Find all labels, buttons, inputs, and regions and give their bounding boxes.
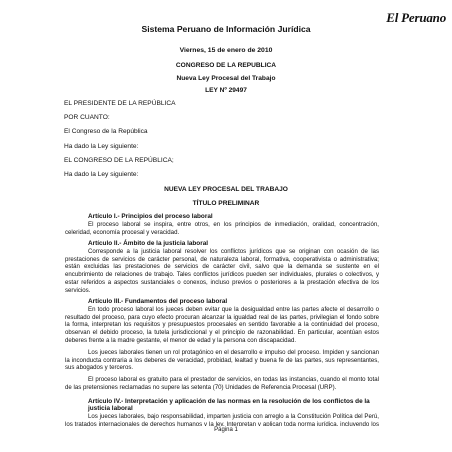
article-4-paragraph: Los jueces laborales, bajo responsabilidad, imparten justicia con arreglo a la Constitución Política del Perú, los tratados internacionales de derechos humanos y la ley. Interpretan y aplican toda norma jurídica, incluyendo los — [65, 413, 379, 426]
article-3-paragraph-3: El proceso laboral es gratuito para el prestador de servicios, en todas las instancias, cuando el monto total de las pretensiones reclamadas no supere las setenta (70) Unidades de Referencia Procesal (URP). — [65, 376, 379, 391]
preamble-congress: El Congreso de la República — [64, 128, 148, 135]
preliminary-title: TÍTULO PRELIMINAR — [192, 200, 260, 207]
article-1-paragraph: El proceso laboral se inspira, entre otros, en los principios de inmediación, oralidad, concentración, celeridad, economía procesal y veracidad. — [65, 221, 379, 236]
issuer-heading: CONGRESO DE LA REPUBLICA — [175, 62, 277, 69]
el-peruano-logo: El Peruano — [386, 10, 446, 25]
article-2-paragraph: Corresponde a la justicia laboral resolver los conflictos jurídicos que se originan con ocasión de las prestaciones de servicios de carácter personal, de naturaleza laboral, formativa, cooperativista o administrativa; están excluidas las prestaciones de servicios de carácter civil, salvo que la demanda se sustente en el encubrimiento de relaciones de trabajo. Tales conflictos jurídicos pueden ser individuales, plurales o colectivos, y estar referidos a aspectos sustanciales o conexos, incluso previos o posteriores a la prestación efectiva de los servicios. — [65, 248, 379, 294]
preamble-president: EL PRESIDENTE DE LA REPÚBLICA — [64, 100, 176, 107]
law-name-heading: Nueva Ley Procesal del Trabajo — [176, 75, 276, 82]
article-3-paragraph-1: En todo proceso laboral los jueces deben evitar que la desigualdad entre las partes afecte el desarrollo o resultado del proceso, para cuyo efecto procuran alcanzar la igualdad real de las partes, privilegian el fondo sobre la forma, interpretan los requisitos y presupuestos procesales en sentido favorable a la continuidad del proceso, observan el debido proceso, la tutela jurisdiccional y el principio de razonabilidad. En particular, acentúan estos deberes frente a la madre gestante, el menor de edad y la persona con discapacidad. — [65, 306, 379, 344]
law-title: NUEVA LEY PROCESAL DEL TRABAJO — [164, 186, 288, 193]
publication-date: Viernes, 15 de enero de 2010 — [179, 47, 273, 54]
preamble-has-given-2: Ha dado la Ley siguiente: — [64, 171, 139, 178]
preamble-congress-caps: EL CONGRESO DE LA REPÚBLICA; — [64, 157, 174, 164]
law-number-heading: LEY Nº 29497 — [205, 87, 247, 94]
article-4-title: Artículo IV.- Interpretación y aplicación de las normas en la resolución de los conflictos de la justicia laboral — [88, 398, 370, 413]
article-2-title: Artículo II.- Ámbito de la justicia laboral — [88, 240, 209, 247]
page-number: Página 1 — [214, 427, 238, 433]
article-1-title: Artículo I.- Principios del proceso laboral — [88, 213, 213, 220]
article-3-title: Artículo III.- Fundamentos del proceso laboral — [88, 298, 228, 305]
preamble-whereas: POR CUANTO: — [64, 114, 110, 121]
article-3-paragraph-2: Los jueces laborales tienen un rol protagónico en el desarrollo e impulso del proceso. Impiden y sancionan la inconducta contraria a los deberes de veracidad, probidad, lealtad y buena fe de las partes, sus representantes, sus abogados y terceros. — [65, 349, 379, 372]
document-header-title: Sistema Peruano de Información Jurídica — [141, 24, 311, 34]
preamble-has-given: Ha dado la Ley siguiente: — [64, 143, 139, 150]
